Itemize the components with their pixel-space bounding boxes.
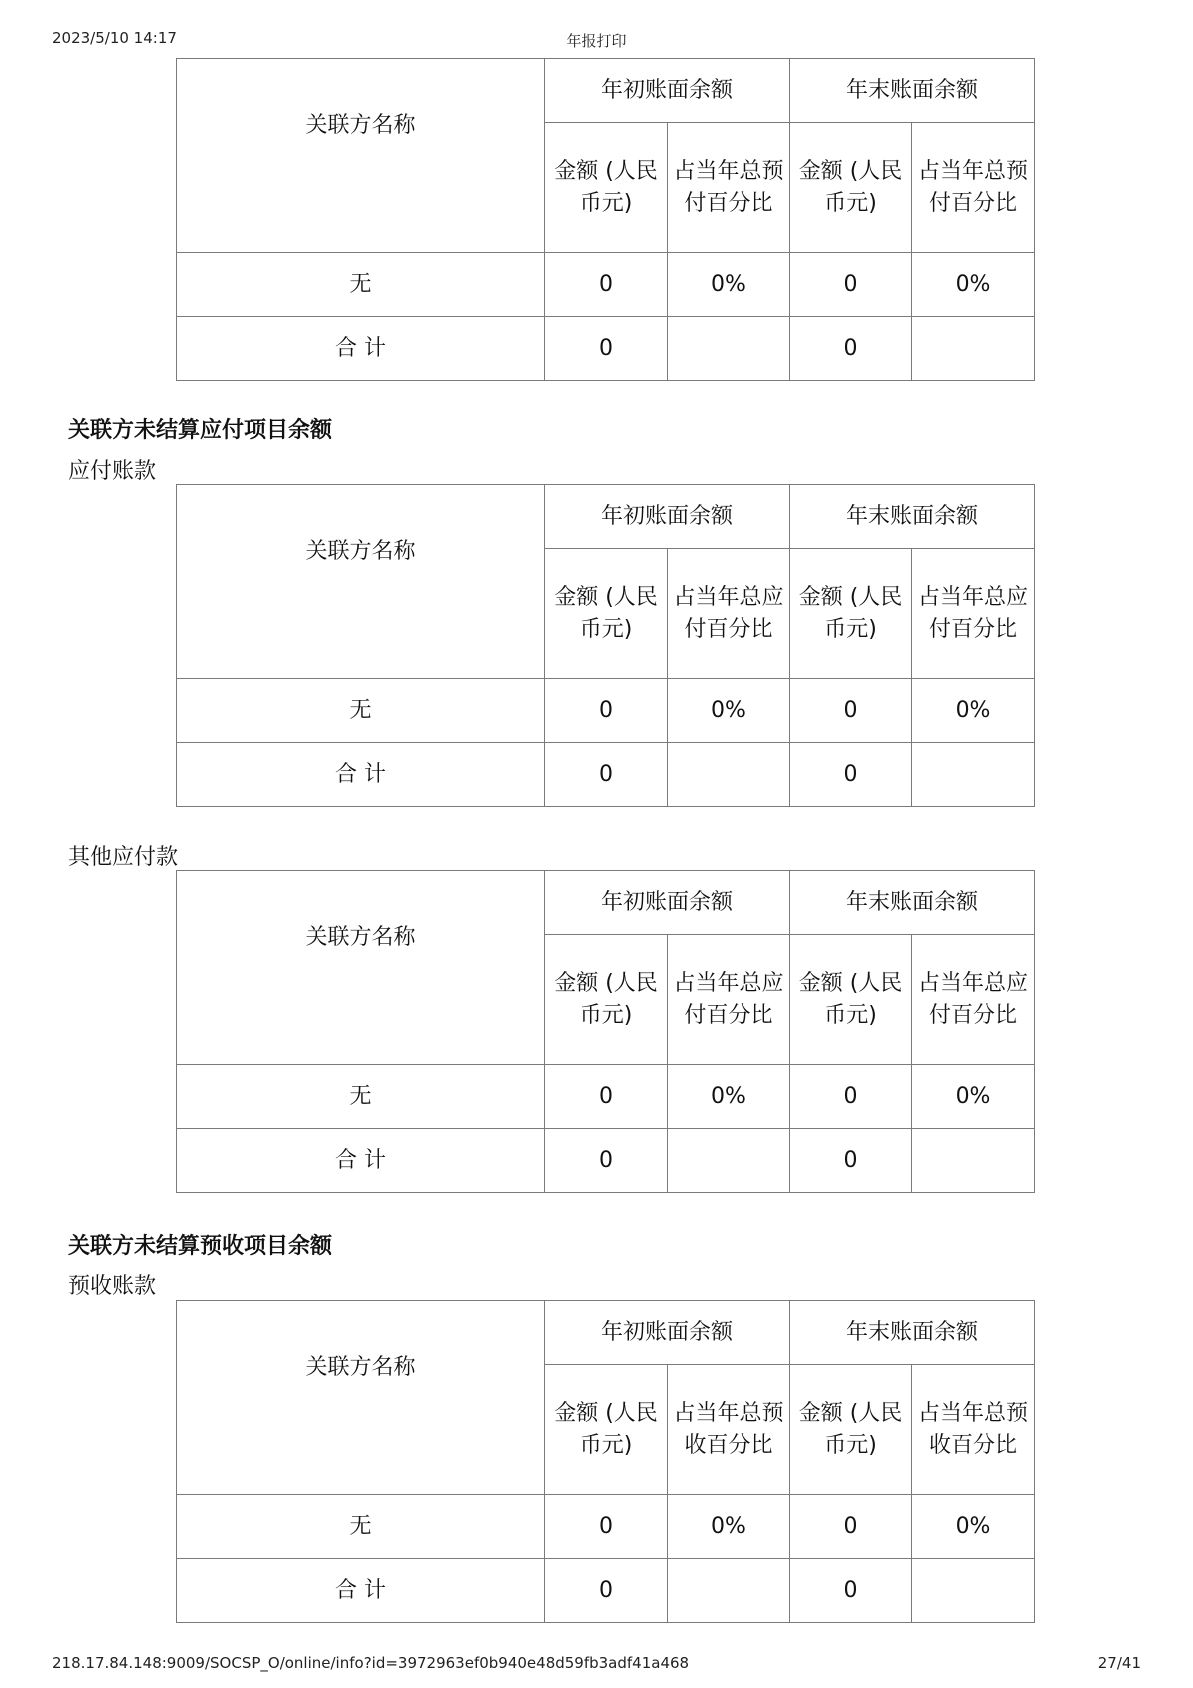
page-title: 年报打印: [566, 32, 627, 50]
col-header-end-amount: 金额 (人民币元): [790, 123, 912, 253]
col-group-end-balance: 年末账面余额: [790, 59, 1035, 123]
cell-total-begin-pct: [668, 1559, 790, 1623]
col-group-end-balance: 年末账面余额: [790, 1301, 1035, 1365]
cell-total-begin-amount: 0: [545, 1559, 668, 1623]
cell-party-name: 无: [177, 679, 545, 743]
page-number: 27/41: [1097, 1654, 1141, 1672]
section-title-receivable: 关联方未结算预收项目余额: [68, 1234, 333, 1259]
subtitle-accounts-payable: 应付账款: [68, 459, 157, 484]
cell-begin-pct: 0%: [668, 1065, 790, 1129]
related-party-other-payables-table: [176, 870, 1035, 1193]
col-group-end-balance: 年末账面余额: [790, 485, 1035, 549]
cell-total-end-pct: [912, 317, 1035, 381]
cell-total-begin-amount: 0: [545, 743, 668, 807]
col-header-begin-amount: 金额 (人民币元): [545, 935, 668, 1065]
cell-total-end-pct: [912, 1559, 1035, 1623]
col-header-party-name: 关联方名称: [177, 59, 545, 253]
cell-total-begin-pct: [668, 317, 790, 381]
table-row: [177, 1065, 1035, 1129]
total-row: [177, 1129, 1035, 1193]
cell-party-name: 无: [177, 1065, 545, 1129]
table-row: [177, 679, 1035, 743]
cell-total-end-amount: 0: [790, 743, 912, 807]
col-header-begin-amount: 金额 (人民币元): [545, 123, 668, 253]
cell-end-amount: 0: [790, 1065, 912, 1129]
col-header-end-pct: 占当年总应付百分比: [912, 549, 1035, 679]
cell-total-end-pct: [912, 1129, 1035, 1193]
col-header-begin-amount: 金额 (人民币元): [545, 549, 668, 679]
cell-end-pct: 0%: [912, 679, 1035, 743]
cell-total-label: 合 计: [177, 1559, 545, 1623]
col-header-end-pct: 占当年总预付百分比: [912, 123, 1035, 253]
cell-begin-pct: 0%: [668, 1495, 790, 1559]
cell-end-pct: 0%: [912, 1495, 1035, 1559]
col-header-end-pct: 占当年总预收百分比: [912, 1365, 1035, 1495]
table-row: [177, 253, 1035, 317]
cell-total-label: 合 计: [177, 1129, 545, 1193]
col-header-party-name: 关联方名称: [177, 1301, 545, 1495]
col-group-begin-balance: 年初账面余额: [545, 59, 790, 123]
related-party-advance-receipts-table: [176, 1300, 1035, 1623]
cell-total-begin-amount: 0: [545, 1129, 668, 1193]
col-group-begin-balance: 年初账面余额: [545, 485, 790, 549]
col-header-end-amount: 金额 (人民币元): [790, 1365, 912, 1495]
subtitle-other-payables: 其他应付款: [68, 845, 179, 870]
col-header-begin-pct: 占当年总应付百分比: [668, 935, 790, 1065]
col-header-end-amount: 金额 (人民币元): [790, 935, 912, 1065]
cell-total-begin-amount: 0: [545, 317, 668, 381]
cell-end-pct: 0%: [912, 253, 1035, 317]
cell-total-end-pct: [912, 743, 1035, 807]
cell-begin-amount: 0: [545, 679, 668, 743]
total-row: [177, 317, 1035, 381]
cell-begin-amount: 0: [545, 253, 668, 317]
col-group-end-balance: 年末账面余额: [790, 871, 1035, 935]
col-header-party-name: 关联方名称: [177, 485, 545, 679]
cell-total-label: 合 计: [177, 317, 545, 381]
cell-total-end-amount: 0: [790, 1129, 912, 1193]
cell-begin-amount: 0: [545, 1065, 668, 1129]
cell-begin-pct: 0%: [668, 679, 790, 743]
col-header-begin-pct: 占当年总应付百分比: [668, 549, 790, 679]
related-party-prepaid-table: [176, 58, 1035, 381]
cell-begin-amount: 0: [545, 1495, 668, 1559]
col-header-begin-pct: 占当年总预收百分比: [668, 1365, 790, 1495]
cell-end-amount: 0: [790, 1495, 912, 1559]
section-title-payable: 关联方未结算应付项目余额: [68, 418, 333, 443]
cell-total-end-amount: 0: [790, 1559, 912, 1623]
col-header-begin-pct: 占当年总预付百分比: [668, 123, 790, 253]
subtitle-advance-receipts: 预收账款: [68, 1274, 157, 1299]
col-group-begin-balance: 年初账面余额: [545, 1301, 790, 1365]
cell-end-amount: 0: [790, 253, 912, 317]
cell-end-pct: 0%: [912, 1065, 1035, 1129]
cell-party-name: 无: [177, 1495, 545, 1559]
cell-end-amount: 0: [790, 679, 912, 743]
print-timestamp: 2023/5/10 14:17: [52, 29, 177, 47]
cell-total-label: 合 计: [177, 743, 545, 807]
col-header-end-pct: 占当年总应付百分比: [912, 935, 1035, 1065]
cell-total-end-amount: 0: [790, 317, 912, 381]
col-header-begin-amount: 金额 (人民币元): [545, 1365, 668, 1495]
cell-party-name: 无: [177, 253, 545, 317]
col-header-party-name: 关联方名称: [177, 871, 545, 1065]
table-row: [177, 1495, 1035, 1559]
total-row: [177, 1559, 1035, 1623]
col-group-begin-balance: 年初账面余额: [545, 871, 790, 935]
cell-begin-pct: 0%: [668, 253, 790, 317]
page-url: 218.17.84.148:9009/SOCSP_O/online/info?id=3972963ef0b940e48d59fb3adf41a468: [52, 1654, 690, 1672]
related-party-accounts-payable-table: [176, 484, 1035, 807]
total-row: [177, 743, 1035, 807]
cell-total-begin-pct: [668, 743, 790, 807]
cell-total-begin-pct: [668, 1129, 790, 1193]
col-header-end-amount: 金额 (人民币元): [790, 549, 912, 679]
